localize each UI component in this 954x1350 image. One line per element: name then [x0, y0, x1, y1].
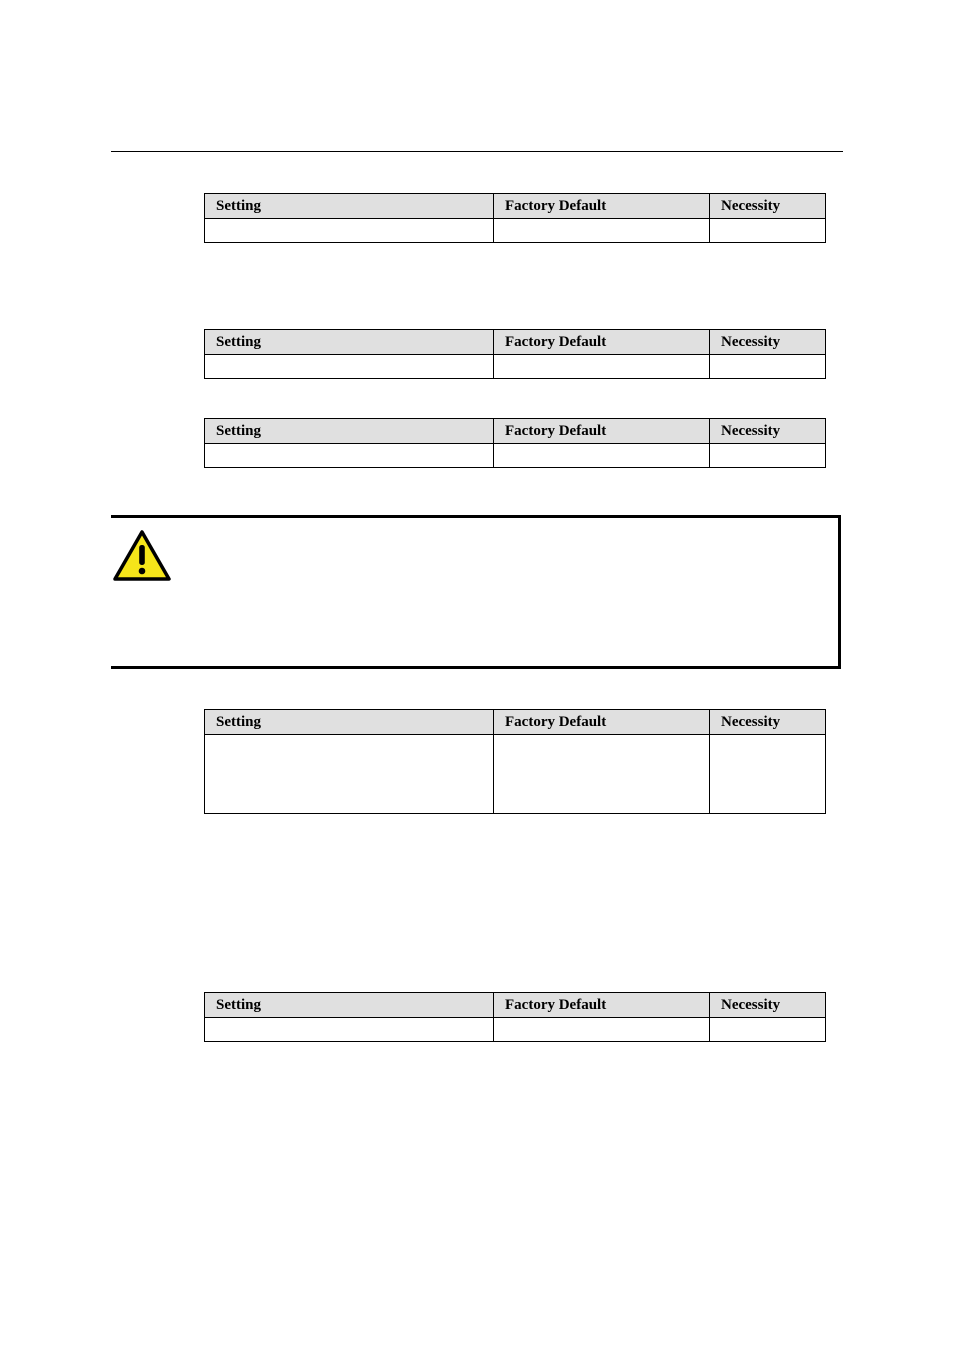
necessity-cell: [710, 1018, 826, 1042]
table-header-row: [205, 330, 826, 355]
column-header-necessity: Necessity: [710, 194, 826, 219]
necessity-cell: [710, 735, 826, 814]
setting-cell: [205, 219, 494, 243]
warning-box: [111, 515, 841, 669]
table-row: [205, 444, 826, 468]
factory-default-cell: [494, 444, 710, 468]
table-header-row: [205, 194, 826, 219]
column-header-setting: Setting: [205, 710, 494, 735]
factory-default-cell: [494, 219, 710, 243]
setting-cell: [205, 444, 494, 468]
column-header-setting: Setting: [205, 419, 494, 444]
column-header-factory-default: Factory Default: [494, 710, 710, 735]
column-header-necessity: Necessity: [710, 993, 826, 1018]
column-header-necessity: Necessity: [710, 330, 826, 355]
setting-cell: [205, 1018, 494, 1042]
factory-default-cell: [494, 1018, 710, 1042]
table-row: [205, 1018, 826, 1042]
factory-default-cell: [494, 355, 710, 379]
setting-cell: [205, 735, 494, 814]
factory-default-cell: [494, 735, 710, 814]
column-header-necessity: Necessity: [710, 419, 826, 444]
table-header-row: [205, 710, 826, 735]
column-header-factory-default: Factory Default: [494, 330, 710, 355]
column-header-necessity: Necessity: [710, 710, 826, 735]
necessity-cell: [710, 355, 826, 379]
column-header-factory-default: Factory Default: [494, 194, 710, 219]
column-header-setting: Setting: [205, 330, 494, 355]
settings-table-2: [204, 329, 826, 379]
necessity-cell: [710, 219, 826, 243]
settings-table-3: [204, 418, 826, 468]
header-rule: [111, 151, 843, 152]
necessity-cell: [710, 444, 826, 468]
table-header-row: [205, 993, 826, 1018]
table-header-row: [205, 419, 826, 444]
table-row: [205, 219, 826, 243]
settings-table-5: [204, 992, 826, 1042]
column-header-factory-default: Factory Default: [494, 419, 710, 444]
column-header-setting: Setting: [205, 194, 494, 219]
table-row: [205, 355, 826, 379]
column-header-setting: Setting: [205, 993, 494, 1018]
column-header-factory-default: Factory Default: [494, 993, 710, 1018]
setting-cell: [205, 355, 494, 379]
warning-triangle-icon: [113, 530, 171, 582]
settings-table-1: [204, 193, 826, 243]
table-row: [205, 735, 826, 814]
settings-table-4: [204, 709, 826, 814]
